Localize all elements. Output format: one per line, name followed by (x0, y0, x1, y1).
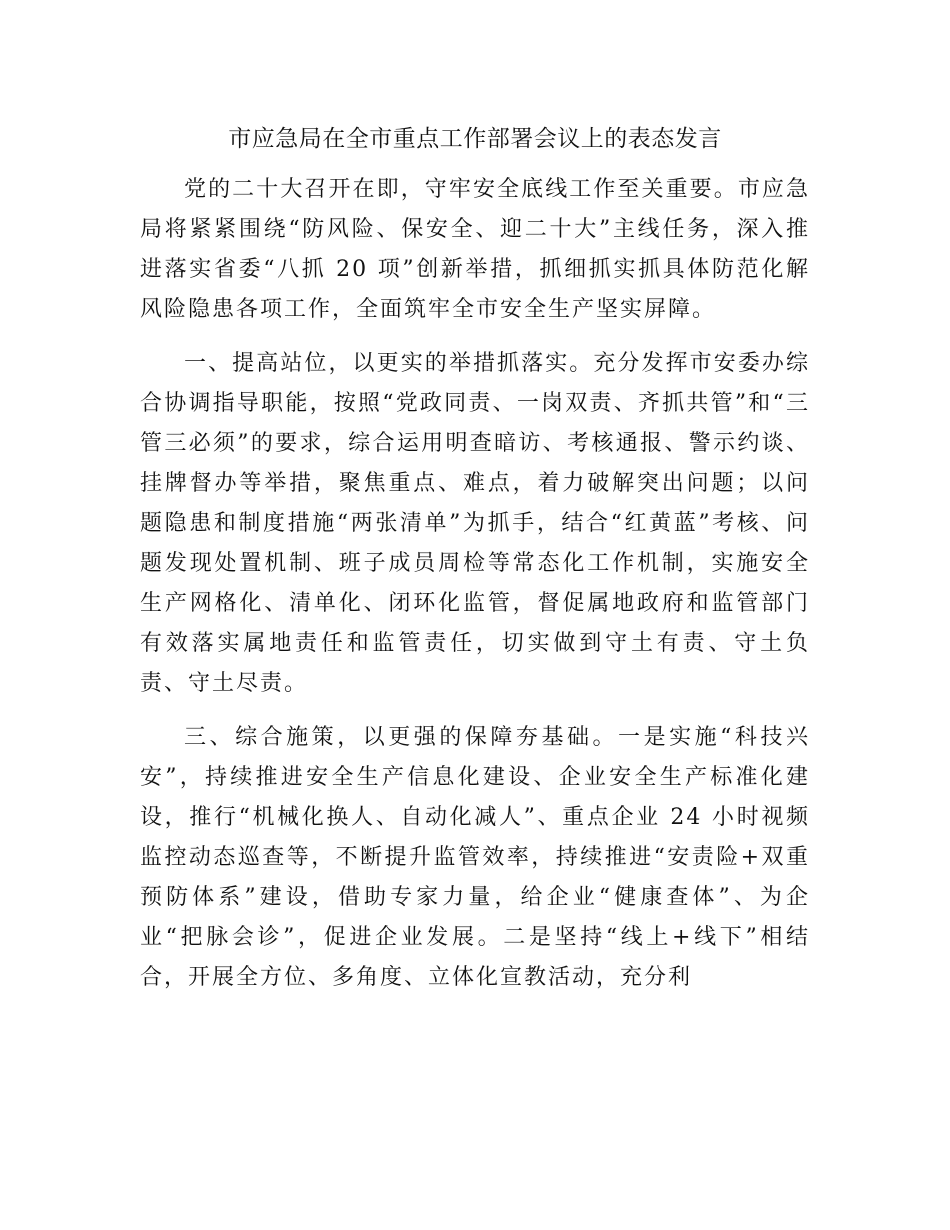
paragraph-section-one: 一、提高站位，以更实的举措抓落实。充分发挥市安委办综合协调指导职能，按照“党政同责、一岗双责、齐抓共管”和“三管三必须”的要求，综合运用明查暗访、考核通报、警示约谈、挂牌督办等举措，聚焦重点、难点，着力破解突出问题；以问题隐患和制度措施“两张清单”为抓手，结合“红黄蓝”考核、问题发现处置机制、班子成员周检等常态化工作机制，实施安全生产网格化、清单化、闭环化监管，督促属地政府和监管部门有效落实属地责任和监管责任，切实做到守土有责、守土负责、守土尽责。 (140, 351, 810, 696)
paragraph-section-three: 三、综合施策，以更强的保障夯基础。一是实施“科技兴安”，持续推进安全生产信息化建设、企业安全生产标准化建设，推行“机械化换人、自动化减人”、重点企业 24 小时视频监控动态巡查等，不断提升监管效率，持续推进“安责险+双重预防体系”建设，借助专家力量，给企业“健康查体”、为企业“把脉会诊”，促进企业发展。二是坚持“线上+线下”相结合，开展全方位、多角度、立体化宣教活动，充分利 (140, 725, 810, 990)
document-body (140, 170, 810, 1012)
document-title: 市应急局在全市重点工作部署会议上的表态发言 (228, 126, 722, 152)
paragraph-intro: 党的二十大召开在即，守牢安全底线工作至关重要。市应急局将紧紧围绕“防风险、保安全、迎二十大”主线任务，深入推进落实省委“八抓 20 项”创新举措，抓细抓实抓具体防范化解风险隐患各项工作，全面筑牢全市安全生产坚实屏障。 (140, 177, 810, 322)
